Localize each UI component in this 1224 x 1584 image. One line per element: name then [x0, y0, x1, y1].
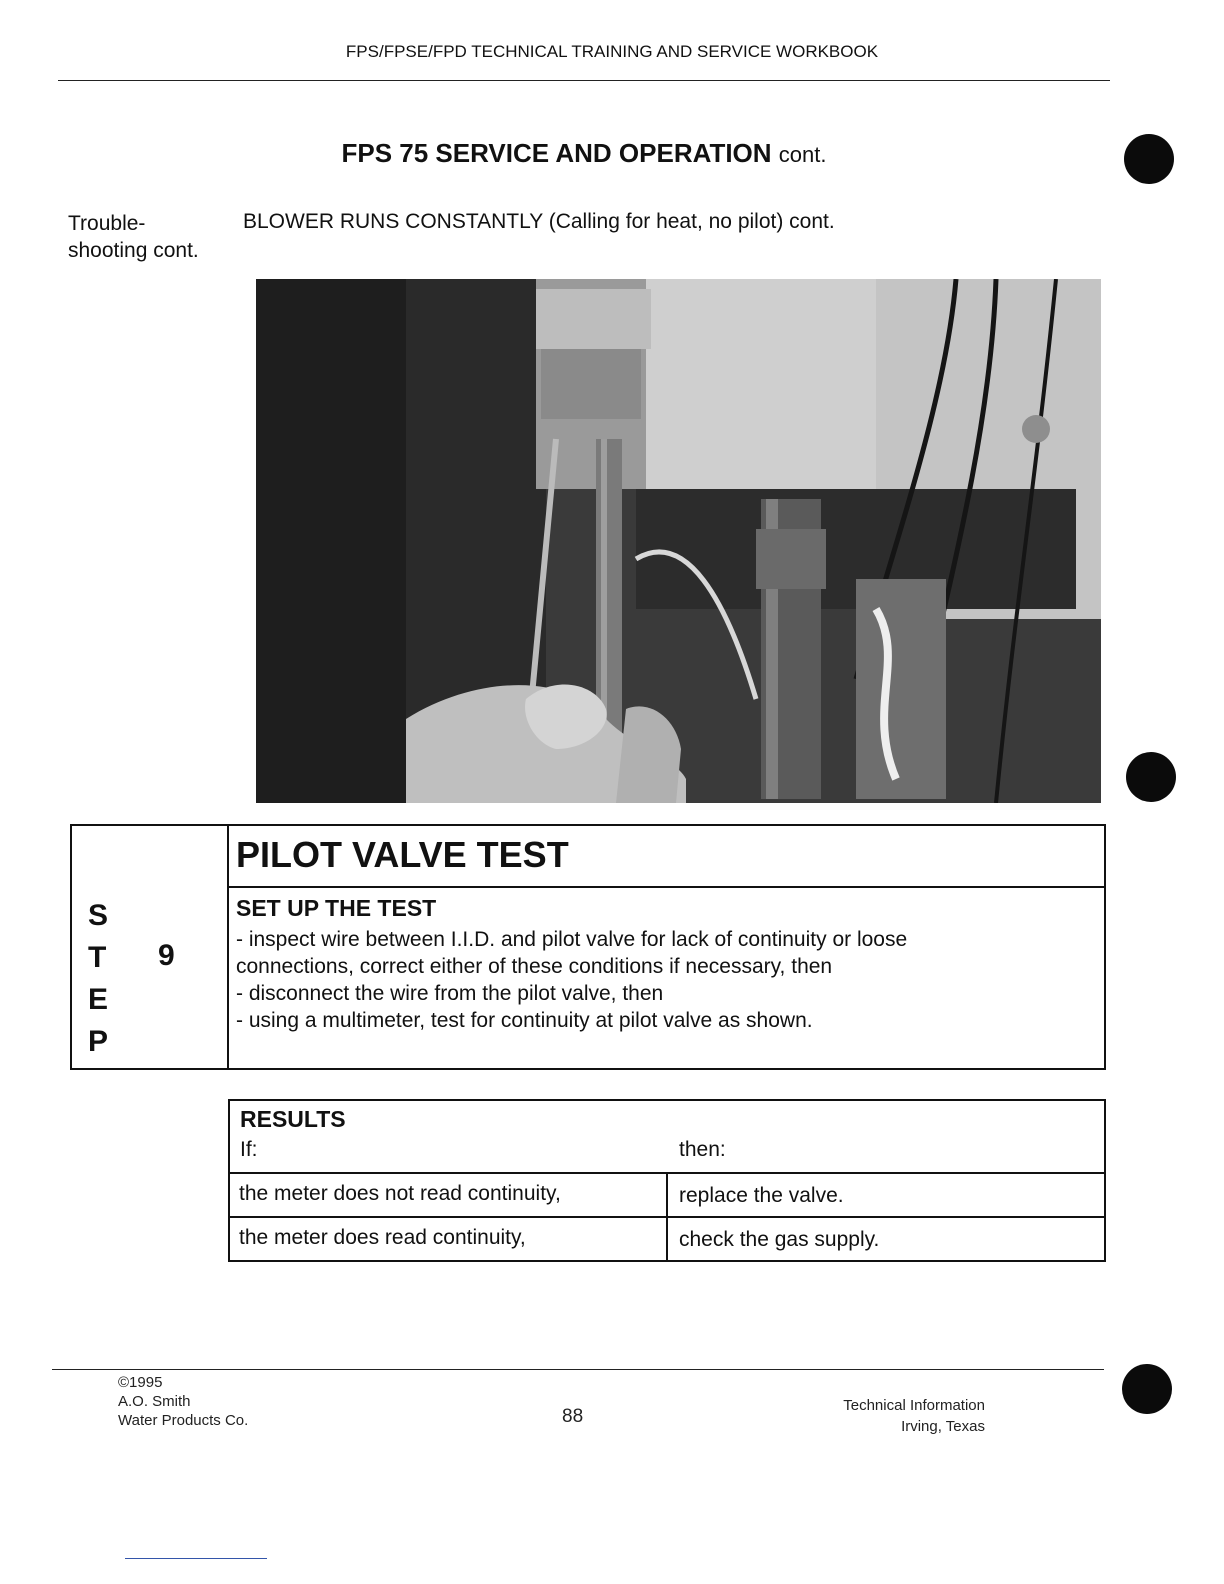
step-title: PILOT VALVE TEST: [236, 834, 569, 875]
header-title: FPS/FPSE/FPD TECHNICAL TRAINING AND SERVICE WORKBOOK: [345, 42, 879, 61]
header-rule: [58, 80, 1110, 81]
results-column-divider: [666, 1172, 668, 1262]
side-label-line1: Trouble-: [68, 212, 146, 235]
footer-copyright: ©1995: [118, 1374, 163, 1391]
step-letter: S: [88, 899, 109, 932]
step-letter: E: [88, 983, 109, 1016]
step-divider: [227, 824, 229, 1070]
page-title: [0, 138, 1168, 169]
step-number: 9: [158, 939, 175, 972]
punch-hole-top: [1124, 134, 1174, 184]
footer-company-line2: Water Products Co.: [118, 1412, 249, 1429]
section-heading: BLOWER RUNS CONSTANTLY (Calling for heat, no pilot) cont.: [243, 210, 835, 233]
footer-right-line1: Technical Information: [843, 1397, 985, 1414]
footer-location-block: [780, 1395, 985, 1437]
punch-hole-bottom: [1122, 1364, 1172, 1414]
results-row-1-if: the meter does not read continuity,: [239, 1182, 561, 1205]
side-label: [68, 210, 199, 264]
page-number: 88: [562, 1406, 584, 1427]
bottom-link-rule: [125, 1558, 267, 1559]
side-label-line2: shooting cont.: [68, 239, 199, 262]
results-row-2-then: check the gas supply.: [679, 1228, 880, 1251]
footer-rule: [52, 1369, 1104, 1370]
instruction-line: - disconnect the wire from the pilot valve, then: [236, 982, 664, 1005]
instruction-line: - inspect wire between I.I.D. and pilot valve for lack of continuity or loose: [236, 928, 908, 951]
footer-company-block: [118, 1373, 248, 1430]
photo-illustration: [256, 279, 1101, 803]
results-if-label: If:: [240, 1138, 258, 1161]
step-letter: T: [88, 941, 107, 974]
step-letter: P: [88, 1025, 109, 1058]
results-row-2-if: the meter does read continuity,: [239, 1226, 526, 1249]
pilot-valve-photo: [256, 279, 1101, 803]
instruction-line: connections, correct either of these conditions if necessary, then: [236, 955, 833, 978]
results-row-1-then: replace the valve.: [679, 1184, 844, 1207]
results-heading: RESULTS: [240, 1106, 346, 1132]
setup-heading: SET UP THE TEST: [236, 895, 437, 921]
page-title-main: FPS 75 SERVICE AND OPERATION: [341, 138, 772, 168]
footer-right-line2: Irving, Texas: [901, 1418, 985, 1435]
instruction-line: - using a multimeter, test for continuity at pilot valve as shown.: [236, 1009, 813, 1032]
page-title-suffix: cont.: [778, 142, 827, 167]
footer-company-line1: A.O. Smith: [118, 1393, 191, 1410]
instructions: [236, 926, 1096, 1034]
punch-hole-middle: [1126, 752, 1176, 802]
step-letters: [88, 895, 108, 1063]
results-then-label: then:: [679, 1138, 726, 1161]
step-title-rule: [227, 886, 1106, 888]
